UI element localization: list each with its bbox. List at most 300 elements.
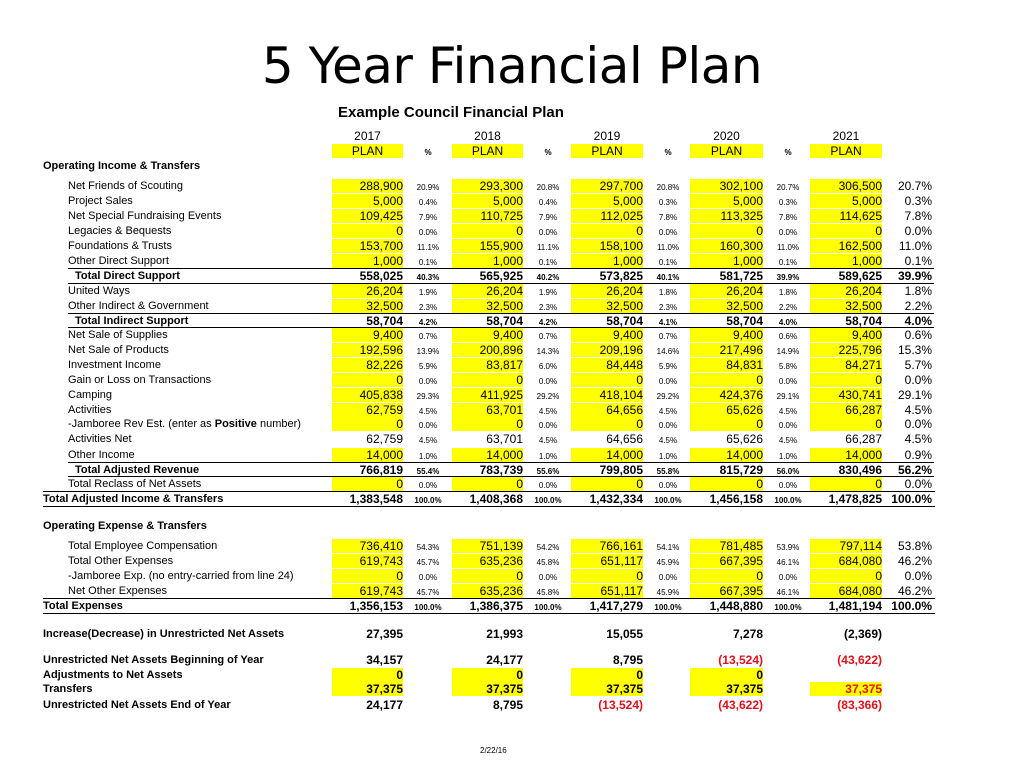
rule-total-direct-top bbox=[68, 268, 934, 269]
row-value-cell: 1,456,158 bbox=[709, 492, 763, 506]
plan-header-2020: PLAN bbox=[690, 144, 763, 158]
row-value-cell: 1,432,334 bbox=[589, 492, 643, 506]
row-pct-cell: 0.0% bbox=[904, 373, 932, 387]
row-pct-cell: 100.0% bbox=[534, 603, 562, 612]
summary-value-cell: (83,366) bbox=[837, 698, 882, 712]
row-pct-cell: 100.0% bbox=[654, 496, 682, 505]
row-pct-cell: 4.5% bbox=[778, 436, 798, 445]
row-pct-cell: 2.2% bbox=[904, 299, 932, 313]
row-value-cell[interactable]: 0 bbox=[690, 224, 763, 238]
row-label: Total Other Expenses bbox=[68, 555, 174, 567]
row-value-cell[interactable]: 0 bbox=[571, 477, 643, 491]
year-header-2018: 2018 bbox=[474, 129, 501, 143]
row-label: United Ways bbox=[68, 285, 130, 297]
plan-header-2021: PLAN bbox=[810, 144, 882, 158]
row-pct-cell: 55.6% bbox=[536, 467, 560, 476]
row-value-cell[interactable]: 113,325 bbox=[690, 209, 763, 223]
row-value-cell: 1,417,279 bbox=[589, 599, 643, 613]
row-label bbox=[68, 417, 301, 431]
summary-label: Transfers bbox=[43, 683, 93, 695]
row-pct-cell: 45.7% bbox=[416, 558, 440, 567]
row-pct-cell: 20.8% bbox=[536, 183, 560, 192]
row-pct-cell: 7.8% bbox=[778, 213, 798, 222]
row-label: Project Sales bbox=[68, 195, 133, 207]
summary-value-cell[interactable]: 0 bbox=[571, 668, 643, 682]
row-label: Activities Net bbox=[68, 433, 132, 445]
row-value-cell[interactable]: 84,271 bbox=[810, 358, 882, 372]
row-value-cell: 766,819 bbox=[359, 463, 403, 477]
row-value-cell[interactable]: 736,410 bbox=[332, 539, 403, 553]
row-value-cell[interactable]: 110,725 bbox=[452, 209, 523, 223]
row-label: Other Indirect & Government bbox=[68, 300, 209, 312]
summary-value-cell: (43,622) bbox=[837, 653, 882, 667]
row-value-cell[interactable]: 424,376 bbox=[690, 388, 763, 402]
row-pct-cell: 0.0% bbox=[538, 228, 558, 237]
row-value-cell[interactable]: 32,500 bbox=[690, 299, 763, 313]
row-pct-cell: 29.1% bbox=[897, 388, 932, 402]
plan-header-2017: PLAN bbox=[332, 144, 403, 158]
row-pct-cell: 0.0% bbox=[904, 569, 932, 583]
row-value-cell[interactable]: 26,204 bbox=[452, 284, 523, 298]
row-value-cell[interactable]: 797,114 bbox=[810, 539, 882, 553]
row-pct-cell: 40.2% bbox=[536, 273, 560, 282]
summary-value-cell[interactable]: 0 bbox=[452, 668, 523, 682]
row-value-cell[interactable]: 0 bbox=[332, 373, 403, 387]
row-label: Other Income bbox=[68, 449, 135, 461]
row-value-cell[interactable]: 9,400 bbox=[332, 328, 403, 342]
row-value-cell[interactable]: 0 bbox=[332, 569, 403, 583]
row-value-cell[interactable]: 109,425 bbox=[332, 209, 403, 223]
row-value-cell: 58,704 bbox=[845, 314, 882, 328]
row-pct-cell: 54.1% bbox=[656, 543, 680, 552]
row-pct-cell: 100.0% bbox=[891, 492, 932, 506]
row-pct-cell: 11.1% bbox=[416, 243, 440, 252]
row-pct-cell: 0.0% bbox=[904, 477, 932, 491]
row-value-cell[interactable]: 209,196 bbox=[571, 343, 643, 357]
summary-value-cell: (13,524) bbox=[718, 653, 763, 667]
row-value-cell[interactable]: 14,000 bbox=[332, 448, 403, 462]
row-pct-cell: 0.0% bbox=[778, 228, 798, 237]
row-value-cell[interactable]: 84,831 bbox=[690, 358, 763, 372]
section-income-header: Operating Income & Transfers bbox=[43, 160, 201, 172]
year-header-2020: 2020 bbox=[713, 129, 740, 143]
row-label: Foundations & Trusts bbox=[68, 240, 172, 252]
row-value-cell[interactable]: 83,817 bbox=[452, 358, 523, 372]
row-value-cell[interactable]: 0 bbox=[332, 417, 403, 431]
row-value-cell[interactable]: 619,743 bbox=[332, 584, 403, 598]
row-value-cell: 1,448,880 bbox=[709, 599, 763, 613]
row-value-cell[interactable]: 32,500 bbox=[571, 299, 643, 313]
row-label: Total Adjusted Revenue bbox=[75, 464, 200, 476]
row-value-cell[interactable]: 153,700 bbox=[332, 239, 403, 253]
row-value-cell: 58,704 bbox=[606, 314, 643, 328]
row-value-cell[interactable]: 225,796 bbox=[810, 343, 882, 357]
row-value-cell[interactable]: 84,448 bbox=[571, 358, 643, 372]
row-value-cell[interactable]: 0 bbox=[332, 224, 403, 238]
row-value-cell: 63,701 bbox=[486, 432, 523, 446]
row-label: Total Indirect Support bbox=[75, 315, 189, 327]
row-pct-cell: 1.0% bbox=[418, 452, 438, 461]
summary-value-cell[interactable]: 37,375 bbox=[571, 682, 643, 696]
row-value-cell[interactable]: 293,300 bbox=[452, 179, 523, 193]
row-value-cell[interactable]: 1,000 bbox=[690, 254, 763, 268]
row-value-cell: 58,704 bbox=[366, 314, 403, 328]
summary-label: Unrestricted Net Assets End of Year bbox=[43, 699, 231, 711]
row-value-cell[interactable]: 66,287 bbox=[810, 403, 882, 417]
row-pct-cell: 0.0% bbox=[658, 573, 678, 582]
row-value-cell[interactable]: 0 bbox=[452, 569, 523, 583]
row-pct-cell: 53.9% bbox=[776, 543, 800, 552]
row-pct-cell: 54.2% bbox=[536, 543, 560, 552]
rule-total-indirect-bottom bbox=[68, 327, 934, 328]
row-value-cell[interactable]: 0 bbox=[810, 569, 882, 583]
row-value-cell: 62,759 bbox=[366, 432, 403, 446]
row-pct-cell: 4.5% bbox=[904, 432, 932, 446]
row-pct-cell: 0.3% bbox=[904, 194, 932, 208]
row-value-cell[interactable]: 0 bbox=[571, 224, 643, 238]
summary-value-cell[interactable]: 37,375 bbox=[810, 682, 882, 696]
row-value-cell[interactable]: 751,139 bbox=[452, 539, 523, 553]
footer-date: 2/22/16 bbox=[480, 746, 507, 755]
row-pct-cell: 100.0% bbox=[414, 496, 442, 505]
row-pct-cell: 100.0% bbox=[654, 603, 682, 612]
row-value-cell: 589,625 bbox=[838, 269, 882, 283]
row-value-cell[interactable]: 0 bbox=[690, 477, 763, 491]
rule-total-revenue-bottom bbox=[68, 476, 934, 477]
row-value-cell[interactable]: 5,000 bbox=[571, 194, 643, 208]
rule-total-direct-bottom bbox=[68, 283, 934, 284]
pct-header: % bbox=[664, 148, 672, 157]
row-pct-cell: 2.3% bbox=[658, 303, 678, 312]
row-value-cell[interactable]: 5,000 bbox=[810, 194, 882, 208]
row-value-cell[interactable]: 217,496 bbox=[690, 343, 763, 357]
plan-header-2019: PLAN bbox=[571, 144, 643, 158]
year-header-2019: 2019 bbox=[593, 129, 621, 143]
row-value-cell[interactable]: 781,485 bbox=[690, 539, 763, 553]
row-pct-cell: 2.2% bbox=[778, 303, 798, 312]
summary-value-cell: 15,055 bbox=[606, 627, 643, 641]
row-pct-cell: 20.9% bbox=[416, 183, 440, 192]
row-pct-cell: 0.9% bbox=[904, 448, 932, 462]
row-label: Total Direct Support bbox=[75, 270, 180, 282]
row-value-cell[interactable]: 5,000 bbox=[452, 194, 523, 208]
row-pct-cell: 7.9% bbox=[418, 213, 438, 222]
row-value-cell[interactable]: 162,500 bbox=[810, 239, 882, 253]
row-value-cell[interactable]: 26,204 bbox=[810, 284, 882, 298]
row-value-cell: 1,356,153 bbox=[349, 599, 403, 613]
row-pct-cell: 4.5% bbox=[904, 403, 932, 417]
row-pct-cell: 4.0% bbox=[904, 314, 932, 328]
row-pct-cell: 7.8% bbox=[658, 213, 678, 222]
rule-total-income-bottom bbox=[43, 506, 935, 507]
row-pct-cell: 0.4% bbox=[538, 198, 558, 207]
row-value-cell[interactable]: 635,236 bbox=[452, 554, 523, 568]
row-pct-cell: 5.9% bbox=[418, 362, 438, 371]
row-pct-cell: 46.2% bbox=[897, 584, 932, 598]
row-value-cell[interactable]: 0 bbox=[810, 417, 882, 431]
row-pct-cell: 5.9% bbox=[658, 362, 678, 371]
row-value-cell[interactable]: 0 bbox=[452, 477, 523, 491]
summary-value-cell: 21,993 bbox=[486, 627, 523, 641]
summary-value-cell: 24,177 bbox=[486, 653, 523, 667]
row-value-cell[interactable]: 26,204 bbox=[332, 284, 403, 298]
row-value-cell: 1,383,548 bbox=[349, 492, 403, 506]
row-pct-cell: 14.3% bbox=[536, 347, 560, 356]
row-pct-cell: 100.0% bbox=[534, 496, 562, 505]
row-pct-cell: 0.0% bbox=[538, 421, 558, 430]
row-pct-cell: 5.7% bbox=[904, 358, 932, 372]
row-pct-cell: 4.2% bbox=[538, 318, 558, 327]
row-value-cell[interactable]: 0 bbox=[571, 569, 643, 583]
row-value-cell[interactable]: 14,000 bbox=[452, 448, 523, 462]
row-pct-cell: 1.8% bbox=[904, 284, 932, 298]
row-pct-cell: 0.0% bbox=[778, 421, 798, 430]
row-pct-cell: 11.0% bbox=[898, 239, 932, 253]
row-pct-cell: 0.0% bbox=[658, 481, 678, 490]
row-label: Other Direct Support bbox=[68, 255, 169, 267]
row-label: Total Employee Compensation bbox=[68, 540, 218, 552]
row-value-cell[interactable]: 0 bbox=[571, 417, 643, 431]
year-header-2017: 2017 bbox=[354, 129, 381, 143]
row-pct-cell: 13.9% bbox=[416, 347, 440, 356]
row-pct-cell: 54.3% bbox=[416, 543, 440, 552]
row-pct-cell: 45.9% bbox=[656, 588, 680, 597]
row-pct-cell: 1.9% bbox=[418, 288, 438, 297]
row-value-cell[interactable]: 0 bbox=[452, 373, 523, 387]
row-value-cell[interactable]: 684,080 bbox=[810, 554, 882, 568]
row-value-cell[interactable]: 155,900 bbox=[452, 239, 523, 253]
row-pct-cell: 1.0% bbox=[658, 452, 678, 461]
row-label: -Jamboree Exp. (no entry-carried from line 24) bbox=[68, 570, 294, 582]
row-pct-cell: 7.8% bbox=[904, 209, 932, 223]
plan-subtitle: Example Council Financial Plan bbox=[338, 104, 564, 121]
row-value-cell[interactable]: 63,701 bbox=[452, 403, 523, 417]
row-pct-cell: 4.0% bbox=[778, 318, 798, 327]
row-pct-cell: 6.0% bbox=[538, 362, 558, 371]
row-value-cell[interactable]: 26,204 bbox=[571, 284, 643, 298]
row-pct-cell: 0.7% bbox=[418, 332, 438, 341]
row-pct-cell: 14.6% bbox=[656, 347, 680, 356]
row-value-cell[interactable]: 14,000 bbox=[810, 448, 882, 462]
row-pct-cell: 0.0% bbox=[904, 224, 932, 238]
row-value-cell: 815,729 bbox=[719, 463, 763, 477]
row-label: Total Reclass of Net Assets bbox=[68, 478, 202, 490]
summary-label: Unrestricted Net Assets Beginning of Year bbox=[43, 654, 264, 666]
summary-value-cell[interactable]: 37,375 bbox=[690, 682, 763, 696]
row-pct-cell: 29.1% bbox=[776, 392, 800, 401]
row-pct-cell: 0.0% bbox=[538, 481, 558, 490]
row-value-cell[interactable]: 0 bbox=[690, 417, 763, 431]
row-label: Net Special Fundraising Events bbox=[68, 210, 222, 222]
row-pct-cell: 4.5% bbox=[658, 436, 678, 445]
row-value-cell[interactable]: 667,395 bbox=[690, 554, 763, 568]
row-value-cell[interactable]: 0 bbox=[690, 373, 763, 387]
row-pct-cell: 0.0% bbox=[658, 228, 678, 237]
row-pct-cell: 4.5% bbox=[778, 407, 798, 416]
row-value-cell[interactable]: 0 bbox=[690, 569, 763, 583]
section-expense-header: Operating Expense & Transfers bbox=[43, 520, 207, 532]
row-value-cell[interactable]: 1,000 bbox=[571, 254, 643, 268]
row-value-cell: 64,656 bbox=[606, 432, 643, 446]
row-value-cell[interactable]: 9,400 bbox=[690, 328, 763, 342]
summary-label: Increase(Decrease) in Unrestricted Net Assets bbox=[43, 628, 285, 640]
row-value-cell[interactable]: 297,700 bbox=[571, 179, 643, 193]
row-value-cell[interactable]: 65,626 bbox=[690, 403, 763, 417]
row-pct-cell: 100.0% bbox=[774, 603, 802, 612]
row-value-cell[interactable]: 288,900 bbox=[332, 179, 403, 193]
row-value-cell[interactable]: 32,500 bbox=[332, 299, 403, 313]
row-value-cell[interactable]: 64,656 bbox=[571, 403, 643, 417]
row-pct-cell: 39.9% bbox=[897, 269, 932, 283]
summary-label: Adjustments to Net Assets bbox=[43, 669, 183, 681]
summary-value-cell: (2,369) bbox=[843, 627, 882, 641]
row-pct-cell: 0.0% bbox=[658, 421, 678, 430]
row-pct-cell: 1.0% bbox=[538, 452, 558, 461]
row-value-cell[interactable]: 14,000 bbox=[690, 448, 763, 462]
summary-value-cell[interactable]: 0 bbox=[690, 668, 763, 682]
row-value-cell[interactable]: 1,000 bbox=[810, 254, 882, 268]
row-value-cell[interactable]: 14,000 bbox=[571, 448, 643, 462]
row-value-cell[interactable]: 1,000 bbox=[332, 254, 403, 268]
row-value-cell[interactable]: 82,226 bbox=[332, 358, 403, 372]
row-value-cell[interactable]: 32,500 bbox=[810, 299, 882, 313]
row-value-cell[interactable]: 5,000 bbox=[690, 194, 763, 208]
row-pct-cell: 4.5% bbox=[418, 407, 438, 416]
row-value-cell[interactable]: 9,400 bbox=[810, 328, 882, 342]
row-value-cell[interactable]: 1,000 bbox=[452, 254, 523, 268]
pct-header: % bbox=[544, 148, 552, 157]
row-pct-cell: 2.3% bbox=[538, 303, 558, 312]
row-pct-cell: 46.1% bbox=[776, 558, 800, 567]
row-pct-cell: 4.5% bbox=[418, 436, 438, 445]
row-value-cell[interactable]: 160,300 bbox=[690, 239, 763, 253]
row-pct-cell: 4.1% bbox=[658, 318, 678, 327]
row-label-bold: Positive bbox=[214, 418, 257, 430]
row-value-cell[interactable]: 9,400 bbox=[452, 328, 523, 342]
row-value-cell[interactable]: 62,759 bbox=[332, 403, 403, 417]
row-value-cell: 65,626 bbox=[726, 432, 763, 446]
plan-header-2018: PLAN bbox=[452, 144, 523, 158]
row-pct-cell: 1.8% bbox=[778, 288, 798, 297]
summary-value-cell: 34,157 bbox=[366, 653, 403, 667]
rule-total-expenses-bottom bbox=[43, 613, 935, 614]
row-pct-cell: 45.9% bbox=[656, 558, 680, 567]
row-value-cell[interactable]: 635,236 bbox=[452, 584, 523, 598]
summary-value-cell: 7,278 bbox=[732, 627, 763, 641]
row-pct-cell: 56.0% bbox=[776, 467, 800, 476]
row-pct-cell: 100.0% bbox=[774, 496, 802, 505]
row-value-cell[interactable]: 411,925 bbox=[452, 388, 523, 402]
row-value-cell: 830,496 bbox=[838, 463, 882, 477]
row-pct-cell: 29.3% bbox=[416, 392, 440, 401]
row-value-cell[interactable]: 114,625 bbox=[810, 209, 882, 223]
row-pct-cell: 2.3% bbox=[418, 303, 438, 312]
row-value-cell[interactable]: 0 bbox=[452, 224, 523, 238]
row-value-cell[interactable]: 26,204 bbox=[690, 284, 763, 298]
row-pct-cell: 29.2% bbox=[656, 392, 680, 401]
row-label: Gain or Loss on Transactions bbox=[68, 374, 212, 386]
row-pct-cell: 0.0% bbox=[658, 377, 678, 386]
row-value-cell[interactable]: 32,500 bbox=[452, 299, 523, 313]
row-label: Net Friends of Scouting bbox=[68, 180, 183, 192]
row-value-cell: 581,725 bbox=[719, 269, 763, 283]
row-value-cell: 58,704 bbox=[726, 314, 763, 328]
row-value-cell[interactable]: 5,000 bbox=[332, 194, 403, 208]
row-value-cell[interactable]: 302,100 bbox=[690, 179, 763, 193]
row-pct-cell: 0.3% bbox=[658, 198, 678, 207]
row-pct-cell: 46.1% bbox=[776, 588, 800, 597]
row-label: Net Other Expenses bbox=[68, 585, 168, 597]
row-pct-cell: 0.1% bbox=[658, 258, 678, 267]
row-value-cell[interactable]: 651,117 bbox=[571, 584, 643, 598]
row-value-cell[interactable]: 0 bbox=[571, 373, 643, 387]
row-value-cell[interactable]: 619,743 bbox=[332, 554, 403, 568]
row-value-cell[interactable]: 766,161 bbox=[571, 539, 643, 553]
row-label-post: number) bbox=[256, 418, 301, 430]
row-value-cell: 58,704 bbox=[486, 314, 523, 328]
row-value-cell[interactable]: 192,596 bbox=[332, 343, 403, 357]
row-pct-cell: 4.5% bbox=[538, 407, 558, 416]
row-value-cell[interactable]: 0 bbox=[810, 224, 882, 238]
summary-value-cell[interactable]: 37,375 bbox=[332, 682, 403, 696]
row-value-cell[interactable]: 0 bbox=[452, 417, 523, 431]
row-value-cell[interactable]: 418,104 bbox=[571, 388, 643, 402]
row-value-cell[interactable]: 0 bbox=[332, 477, 403, 491]
slide-title: 5 Year Financial Plan bbox=[261, 37, 763, 95]
row-value-cell: 573,825 bbox=[599, 269, 643, 283]
row-pct-cell: 0.0% bbox=[778, 377, 798, 386]
summary-value-cell[interactable]: 37,375 bbox=[452, 682, 523, 696]
row-value-cell[interactable]: 9,400 bbox=[571, 328, 643, 342]
row-value-cell[interactable]: 684,080 bbox=[810, 584, 882, 598]
row-pct-cell: 53.8% bbox=[897, 539, 932, 553]
row-pct-cell: 15.3% bbox=[897, 343, 932, 357]
summary-value-cell[interactable]: 0 bbox=[332, 668, 403, 682]
row-value-cell[interactable]: 405,838 bbox=[332, 388, 403, 402]
row-value-cell[interactable]: 200,896 bbox=[452, 343, 523, 357]
row-value-cell[interactable]: 0 bbox=[810, 477, 882, 491]
rule-total-revenue-top bbox=[68, 462, 934, 463]
row-label: Total Expenses bbox=[43, 600, 123, 612]
row-pct-cell: 1.0% bbox=[778, 452, 798, 461]
row-value-cell: 1,478,825 bbox=[828, 492, 882, 506]
row-pct-cell: 11.0% bbox=[776, 243, 800, 252]
row-value-cell: 1,481,194 bbox=[828, 599, 882, 613]
row-pct-cell: 0.0% bbox=[418, 481, 438, 490]
row-pct-cell: 0.4% bbox=[418, 198, 438, 207]
row-value-cell: 1,408,368 bbox=[469, 492, 523, 506]
row-pct-cell: 56.2% bbox=[897, 463, 932, 477]
summary-value-cell: 27,395 bbox=[366, 627, 403, 641]
summary-value-cell: (13,524) bbox=[598, 698, 643, 712]
row-value-cell[interactable]: 158,100 bbox=[571, 239, 643, 253]
row-value-cell: 558,025 bbox=[359, 269, 403, 283]
row-value-cell[interactable]: 430,741 bbox=[810, 388, 882, 402]
row-label: Legacies & Bequests bbox=[68, 225, 172, 237]
year-header-2021: 2021 bbox=[832, 129, 860, 143]
row-value-cell[interactable]: 0 bbox=[810, 373, 882, 387]
row-pct-cell: 0.1% bbox=[538, 258, 558, 267]
row-pct-cell: 0.0% bbox=[418, 421, 438, 430]
row-pct-cell: 4.5% bbox=[538, 436, 558, 445]
row-value-cell[interactable]: 667,395 bbox=[690, 584, 763, 598]
row-value-cell[interactable]: 112,025 bbox=[571, 209, 643, 223]
row-value-cell[interactable]: 306,500 bbox=[810, 179, 882, 193]
row-label: Net Sale of Supplies bbox=[68, 329, 168, 341]
row-value-cell[interactable]: 651,117 bbox=[571, 554, 643, 568]
row-pct-cell: 20.7% bbox=[897, 179, 932, 193]
row-label: Camping bbox=[68, 389, 113, 401]
